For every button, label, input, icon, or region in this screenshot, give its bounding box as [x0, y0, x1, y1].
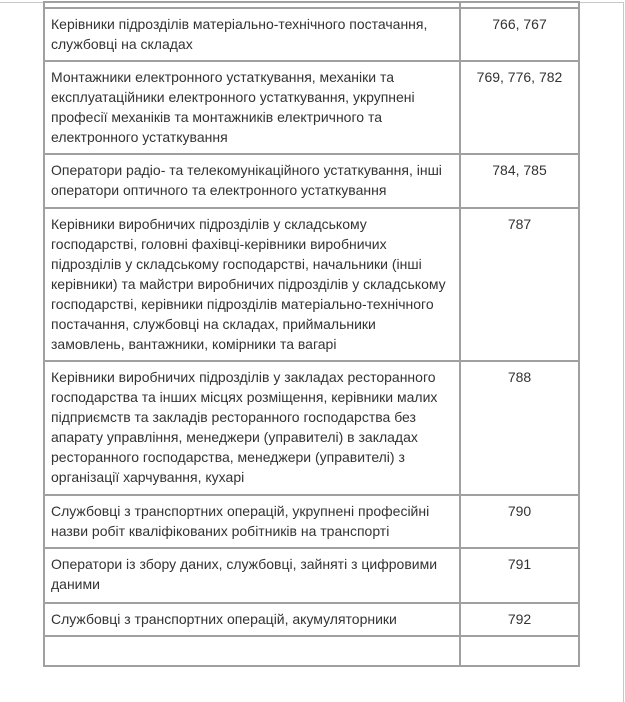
table-row-partial-bottom: [44, 636, 579, 666]
occupation-cell: Керівники виробничих підрозділів у складському господарстві, головні фахівці-керівники виробничих підрозділів у складському господарстві, начальники (інші керівники) та майстри виробничих підрозділів у складському господарстві, керівники підрозділів матеріально-технічного постачання, службовці на складах, приймальники замовлень, вантажники, комірники та вагарі: [44, 208, 460, 361]
occupation-cell: Оператори радіо- та телекомунікаційного устаткування, інші оператори оптичного та електронного устаткування: [44, 154, 460, 208]
table-row: [44, 8, 579, 61]
code-cell: 769, 776, 782: [460, 61, 579, 154]
code-cell: 790: [460, 495, 579, 548]
code-cell: 766, 767: [460, 8, 579, 61]
occupation-cell: Службовці з транспортних операцій, акумуляторники: [44, 603, 460, 636]
code-cell: 791: [460, 548, 579, 603]
table-row: [44, 495, 579, 548]
table-row: [44, 548, 579, 603]
code-cell: 792: [460, 603, 579, 636]
table-row: [44, 603, 579, 636]
code-cell: [460, 636, 579, 666]
table-row: [44, 154, 579, 208]
table-row: [44, 61, 579, 154]
occupation-cell: Монтажники електронного устаткування, механіки та експлуатаційники електронного устаткування, укрупнені професії механіків та монтажників електричного та електронного устаткування: [44, 61, 460, 154]
occupations-table: [43, 1, 580, 667]
table-row: [44, 208, 579, 361]
code-cell: 784, 785: [460, 154, 579, 208]
occupation-cell: Керівники виробничих підрозділів у закладах ресторанного господарства та інших місцях розміщення, керівники малих підприємств та закладів ресторанного господарства без апарату управління, менеджери (управителі) в закладах ресторанного господарства, менеджери (управителі) з організації харчування, кухарі: [44, 361, 460, 495]
table-container: [43, 1, 580, 667]
content-frame: [0, 2, 624, 702]
occupation-cell: [44, 636, 460, 666]
occupation-cell: Оператори із збору даних, службовці, зайняті з цифровими даними: [44, 548, 460, 603]
code-cell: 788: [460, 361, 579, 495]
code-cell: 787: [460, 208, 579, 361]
occupation-cell: Службовці з транспортних операцій, укрупнені професійні назви робіт кваліфікованих робітників на транспорті: [44, 495, 460, 548]
occupation-cell: Керівники підрозділів матеріально-технічного постачання, службовці на складах: [44, 8, 460, 61]
table-row: [44, 361, 579, 495]
